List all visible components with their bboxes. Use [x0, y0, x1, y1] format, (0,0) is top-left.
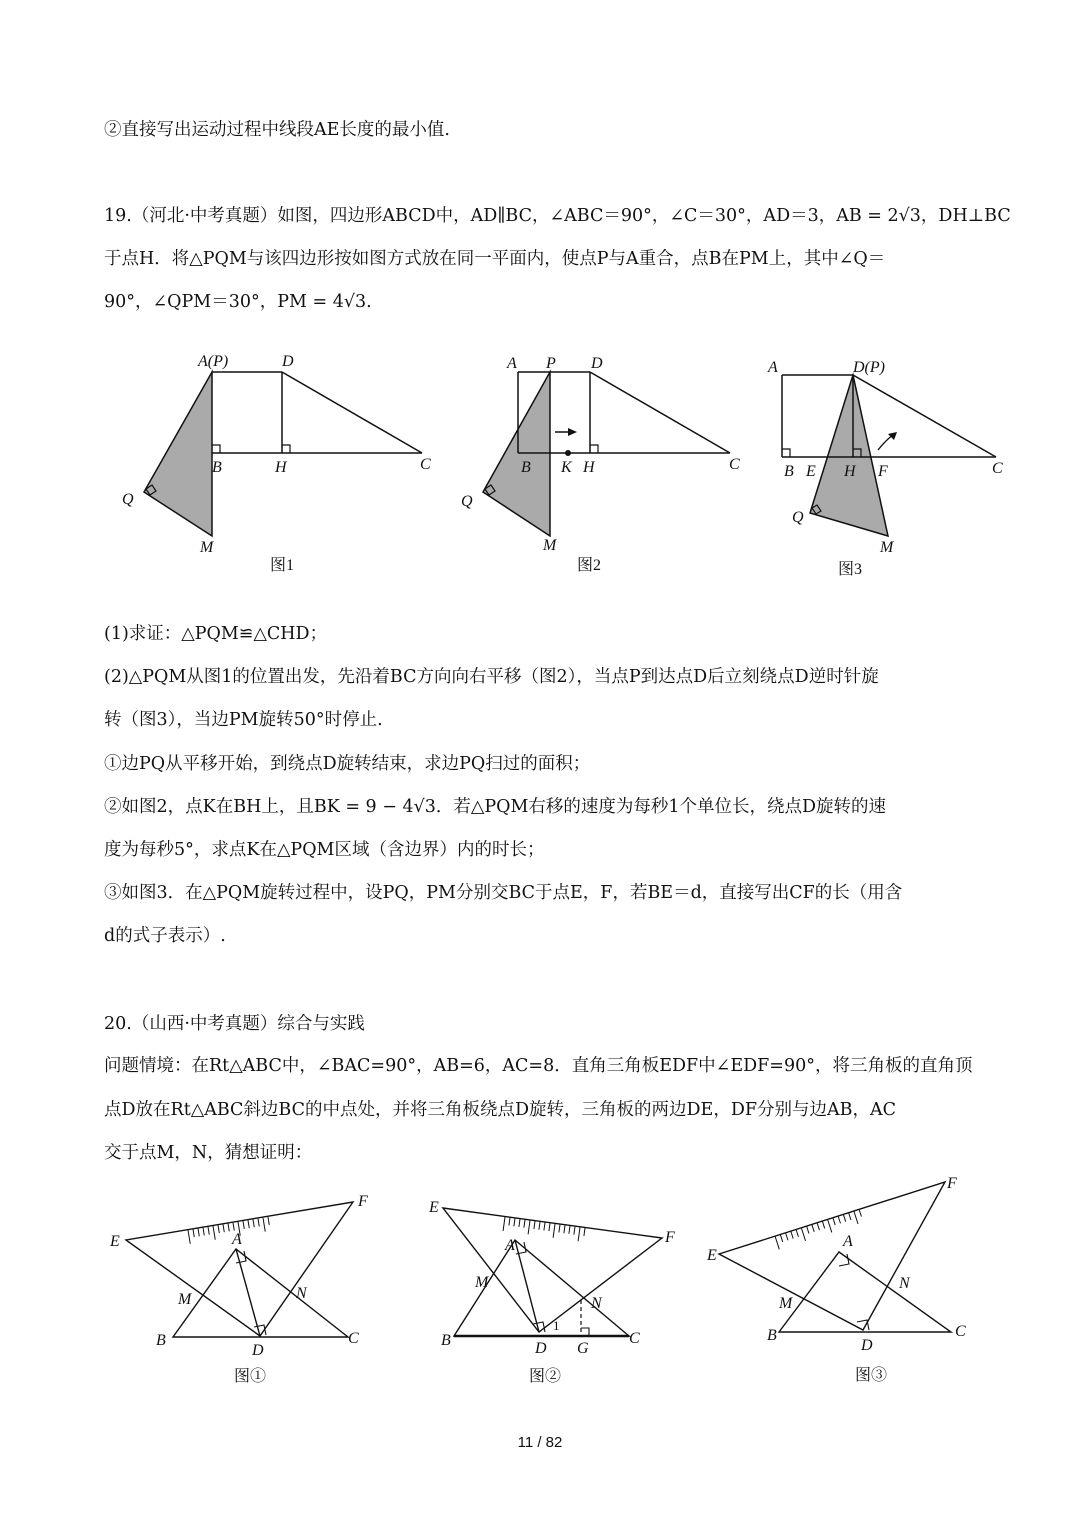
label-b: B	[156, 1332, 166, 1349]
ruler-tick	[503, 1217, 505, 1231]
label-f: F	[947, 1175, 957, 1192]
label-h: H	[275, 459, 287, 476]
label-c: C	[992, 460, 1003, 477]
ruler-tick	[208, 1227, 209, 1235]
ruler-tick	[233, 1223, 234, 1231]
triangle-pqm	[810, 375, 888, 536]
ruler-tick	[838, 1216, 840, 1224]
ruler-tick	[213, 1226, 215, 1240]
set-square-edf	[443, 1208, 662, 1332]
set-square-edf	[719, 1182, 945, 1330]
set-square-edf	[126, 1202, 353, 1336]
q20-line-4: 交于点M，N，猜想证明：	[104, 1143, 313, 1163]
q20-line-2: 问题情境：在Rt△ABC中，∠BAC=90°，AB=6，AC=8．直角三角板EDF中∠EDF=90°，将三角板的直角顶	[104, 1056, 973, 1076]
q19-figure-3	[760, 340, 1050, 585]
ruler-tick	[549, 1223, 550, 1231]
label-a: A	[843, 1233, 853, 1250]
ruler-tick	[519, 1219, 520, 1227]
label-q: Q	[122, 491, 134, 508]
ruler-tick	[228, 1224, 229, 1232]
ruler-tick	[203, 1228, 204, 1236]
ruler-tick	[248, 1220, 249, 1228]
label-m: M	[779, 1295, 793, 1312]
label-d: D	[535, 1340, 547, 1357]
label-m: M	[880, 539, 894, 556]
label-a: A	[507, 355, 517, 372]
q19-fig1-caption: 图1	[270, 557, 295, 574]
ruler-tick	[801, 1228, 805, 1241]
ruler-tick	[539, 1222, 540, 1230]
ruler-tick	[812, 1224, 814, 1232]
label-f: F	[665, 1229, 675, 1246]
label-n: N	[591, 1295, 602, 1312]
q19-fig3-caption: 图3	[838, 561, 863, 578]
ruler-tick	[258, 1219, 259, 1227]
label-c: C	[348, 1330, 359, 1347]
label-d: D	[282, 353, 294, 370]
ruler-tick	[188, 1230, 190, 1244]
ruler-tick	[524, 1220, 525, 1228]
ruler-tick	[564, 1225, 565, 1233]
ruler-tick	[796, 1229, 798, 1237]
ruler-tick	[828, 1219, 832, 1232]
ruler-tick	[268, 1217, 269, 1225]
label-b: B	[212, 459, 222, 476]
ruler-tick	[807, 1226, 809, 1234]
label-c: C	[420, 456, 431, 473]
ruler-tick	[509, 1218, 510, 1226]
label-h: H	[844, 463, 856, 480]
q18-part2: ②直接写出运动过程中线段AE长度的最小值.	[104, 120, 450, 140]
label-b: B	[521, 459, 531, 476]
q20-figure-2	[425, 1190, 695, 1390]
point-k	[565, 450, 571, 456]
label-b: B	[767, 1327, 777, 1344]
q20-figure-3	[705, 1170, 995, 1390]
label-d: D	[591, 355, 603, 372]
ruler-tick	[780, 1234, 782, 1242]
q19-line-2: 于点H．将△PQM与该四边形按如图方式放在同一平面内，使点P与A重合，点B在PM上，其中∠Q＝	[104, 249, 886, 269]
q19-fig2-caption: 图2	[577, 557, 602, 574]
ruler-tick	[843, 1214, 845, 1222]
label-e: E	[806, 463, 816, 480]
label-f: F	[358, 1193, 368, 1210]
label-b: B	[441, 1332, 451, 1349]
ruler-tick	[849, 1212, 851, 1220]
ruler-ticks	[503, 1217, 585, 1241]
ruler-tick	[833, 1217, 835, 1225]
ruler-tick	[528, 1220, 530, 1234]
ruler-tick	[218, 1225, 219, 1233]
label-a: A	[232, 1231, 242, 1248]
ruler-tick	[253, 1219, 254, 1227]
label-q: Q	[461, 493, 473, 510]
ruler-tick	[569, 1226, 570, 1234]
triangle-pqm	[483, 372, 550, 536]
ruler-tick	[193, 1229, 194, 1237]
q19-line-1: 19.（河北·中考真题）如图，四边形ABCD中，AD∥BC，∠ABC＝90°，∠C＝30°，AD＝3，AB = 2√3，DH⊥BC	[104, 206, 1011, 226]
label-c: C	[729, 456, 740, 473]
ruler-tick	[243, 1221, 244, 1229]
label-d: D	[252, 1342, 264, 1359]
ruler-tick	[544, 1223, 545, 1231]
q20-fig1-caption: 图①	[234, 1368, 267, 1385]
label-n: N	[296, 1285, 307, 1302]
label-h: H	[583, 459, 595, 476]
label-k: K	[561, 459, 572, 476]
ruler-ticks	[188, 1217, 269, 1244]
ruler-tick	[578, 1227, 580, 1241]
q19-figure-2	[455, 340, 755, 580]
q19-sub-1: (1)求证：△PQM≌△CHD；	[104, 624, 328, 644]
q19-sub-3: 转（图3），当边PM旋转50°时停止.	[104, 710, 383, 730]
q19-figure-1	[110, 340, 450, 580]
page-number: 11 / 82	[517, 1434, 563, 1451]
ruler-tick	[854, 1211, 858, 1224]
q19-sub-6: 度为每秒5°，求点K在△PQM区域（含边界）内的时长；	[104, 840, 545, 860]
ruler-tick	[553, 1224, 555, 1238]
q19-sub-4: ①边PQ从平移开始，到绕点D旋转结束，求边PQ扫过的面积；	[104, 754, 591, 774]
label-e: E	[707, 1247, 717, 1264]
q19-line-3: 90°，∠QPM＝30°，PM = 4√3.	[104, 292, 372, 312]
label-a: A	[505, 1237, 515, 1254]
ruler-tick	[574, 1227, 575, 1235]
ruler-tick	[584, 1228, 585, 1236]
q19-sub-5: ②如图2，点K在BH上，且BK = 9 − 4√3．若△PQM右移的速度为每秒1个单位长，绕点D旋转的速	[104, 797, 887, 817]
ruler-tick	[822, 1221, 824, 1229]
q20-fig3-caption: 图③	[855, 1367, 888, 1384]
label-q: Q	[792, 509, 804, 526]
ruler-tick	[534, 1221, 535, 1229]
label-m: M	[543, 537, 557, 554]
ruler-tick	[775, 1236, 779, 1249]
label-angle-1: 1	[553, 1318, 560, 1333]
q19-sub-2: (2)△PQM从图1的位置出发，先沿着BC方向向右平移（图2），当点P到达点D后立刻绕点D逆时针旋	[104, 667, 879, 687]
triangle-pqm	[144, 372, 212, 536]
ruler-tick	[817, 1223, 819, 1231]
ruler-tick	[859, 1209, 861, 1217]
label-a-p: A(P)	[198, 353, 229, 370]
label-e: E	[110, 1233, 120, 1250]
q20-fig2-caption: 图②	[529, 1368, 562, 1385]
q20-line-1: 20.（山西·中考真题）综合与实践	[104, 1014, 365, 1034]
ruler-tick	[559, 1225, 560, 1233]
label-m: M	[200, 539, 214, 556]
label-g: G	[577, 1340, 589, 1357]
ruler-tick	[786, 1233, 788, 1241]
label-b: B	[784, 463, 794, 480]
label-c: C	[629, 1330, 640, 1347]
label-d-p: D(P)	[853, 359, 885, 376]
label-d: D	[861, 1337, 873, 1354]
q19-sub-7: ③如图3．在△PQM旋转过程中，设PQ，PM分别交BC于点E，F，若BE＝d，直接写出CF的长（用含	[104, 883, 903, 903]
ruler-tick	[791, 1231, 793, 1239]
q20-figure-1	[108, 1190, 383, 1390]
ruler-tick	[198, 1228, 199, 1236]
label-c: C	[955, 1323, 966, 1340]
ruler-tick	[263, 1218, 265, 1232]
label-p: P	[546, 355, 556, 372]
ruler-tick	[514, 1218, 515, 1226]
ruler-tick	[223, 1224, 224, 1232]
label-m: M	[178, 1291, 192, 1308]
label-e: E	[429, 1199, 439, 1216]
q20-line-3: 点D放在Rt△ABC斜边BC的中点处，并将三角板绕点D旋转，三角板的两边DE，DF分别与边AB，AC	[104, 1100, 897, 1120]
label-a: A	[768, 359, 778, 376]
label-f: F	[878, 463, 888, 480]
q19-sub-8: d的式子表示）.	[104, 926, 226, 946]
label-m: M	[475, 1274, 489, 1291]
label-n: N	[899, 1275, 910, 1292]
